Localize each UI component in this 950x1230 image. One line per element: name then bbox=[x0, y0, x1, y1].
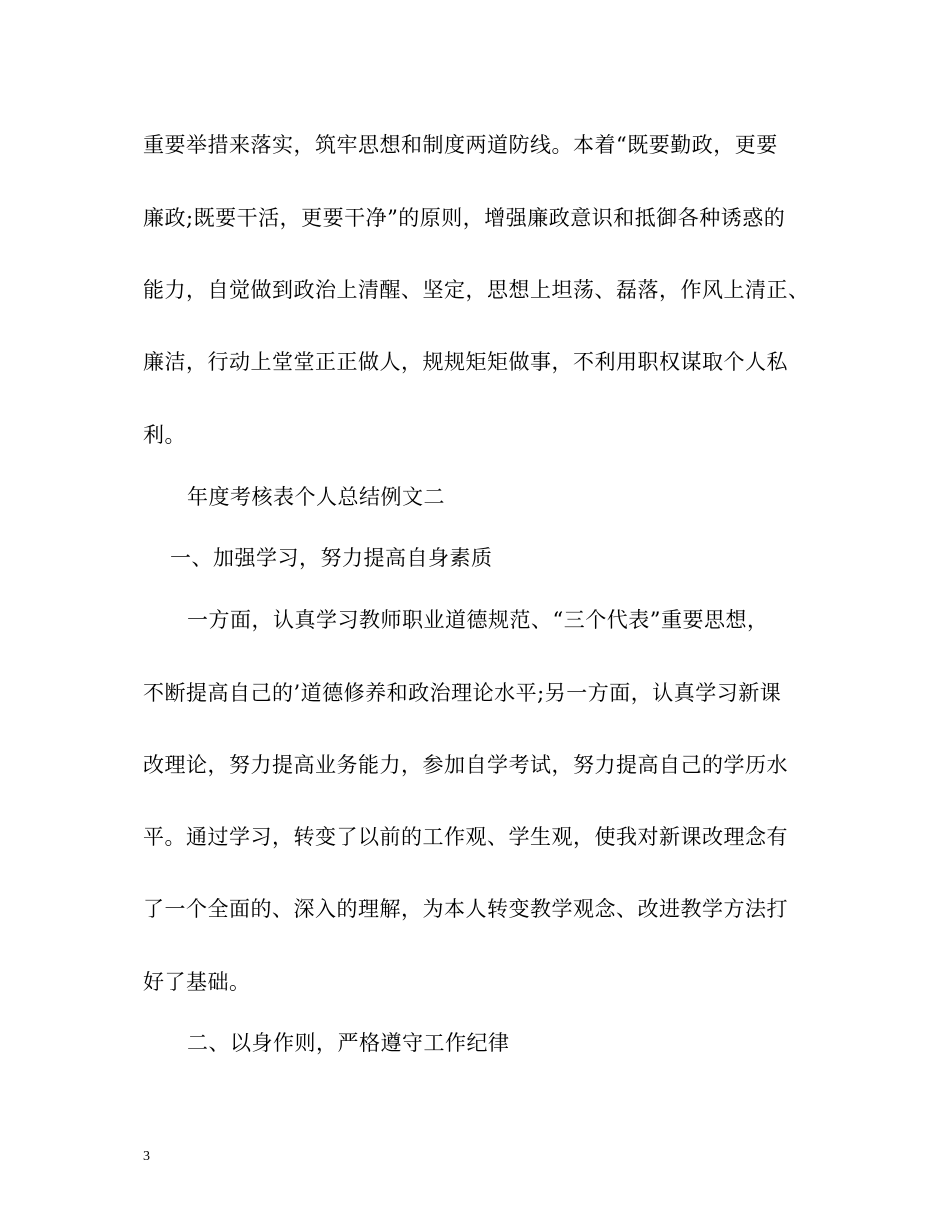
paragraph-line: 平。通过学习，转变了以前的工作观、学生观，使我对新课改理念有 bbox=[143, 825, 788, 849]
paragraph-line: 廉洁，行动上堂堂正正做人，规规矩矩做事，不利用职权谋取个人私 bbox=[143, 350, 788, 374]
paragraph-line: 好了基础。 bbox=[143, 970, 251, 994]
paragraph-line: 了一个全面的、深入的理解，为本人转变教学观念、改进教学方法打 bbox=[143, 897, 788, 921]
paragraph-line: 廉政;既要干活，更要干净”的原则，增强廉政意识和抵御各种诱惑的 bbox=[143, 206, 786, 230]
section-subtitle: 年度考核表个人总结例文二 bbox=[187, 485, 445, 509]
paragraph-line: 重要举措来落实，筑牢思想和制度两道防线。本着“既要勤政，更要 bbox=[143, 133, 778, 157]
paragraph-line: 改理论，努力提高业务能力，参加自学考试，努力提高自己的学历水 bbox=[143, 753, 788, 777]
paragraph-line: 一方面，认真学习教师职业道德规范、“三个代表”重要思想， bbox=[187, 608, 769, 632]
page-number: 3 bbox=[143, 1149, 150, 1164]
section-heading: 一、加强学习，努力提高自身素质 bbox=[170, 546, 493, 570]
paragraph-line: 不断提高自己的’道德修养和政治理论水平;另一方面，认真学习新课 bbox=[143, 681, 782, 705]
paragraph-line: 能力，自觉做到政治上清醒、坚定，思想上坦荡、磊落，作风上清正、 bbox=[143, 278, 810, 302]
paragraph-line: 利。 bbox=[143, 423, 186, 447]
section-heading: 二、以身作则，严格遵守工作纪律 bbox=[187, 1031, 510, 1055]
